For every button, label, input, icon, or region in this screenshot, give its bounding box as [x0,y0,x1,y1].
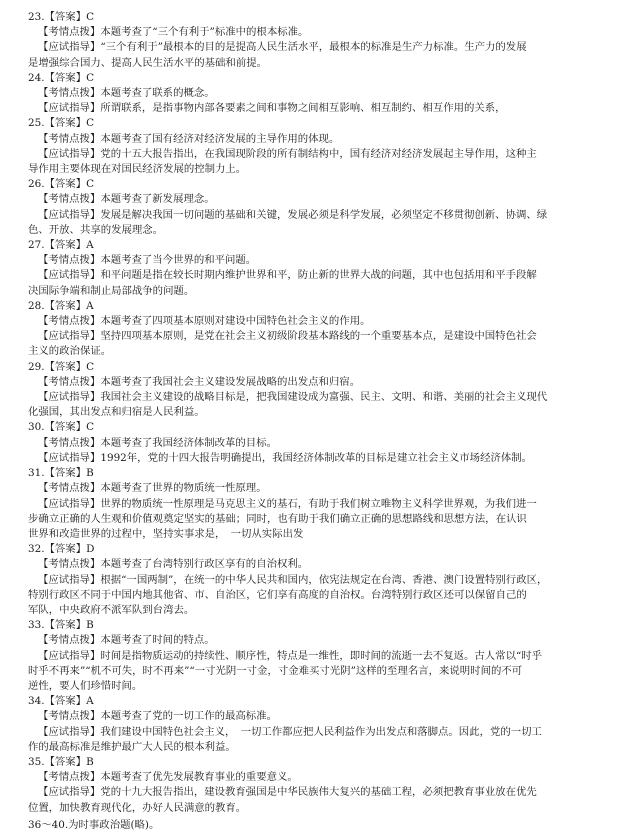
question-32 [28,542,596,618]
answer-label: 【答案】B [44,467,94,480]
explanation-line: 【考情点拨】本题考查了联系的概念。 [38,87,215,100]
footer-note: 36～40.为时事政治题(略)。 [28,818,160,831]
explanation-line: 【应试指导】坚持四项基本原则，是党在社会主义初级阶段基本路线的一个重要基本点，是建设中国特色社会 [38,330,537,343]
explanation-line: 【考情点拨】本题考查了优先发展教育事业的重要意义。 [38,771,298,784]
question-number: 30. [28,421,45,434]
explanation-line: 【应试指导】和平问题是指在较长时期内维护世界和平，防止新的世界大战的问题，其中也包括用和平手段解 [38,269,537,282]
explanation-continuation: 化强国，其出发点和归宿是人民利益。 [28,406,205,419]
explanation-line: 【考情点拨】本题考查了新发展理念。 [38,193,215,206]
explanation-line: 【应试指导】我们建设中国特色社会主义， 一切工作都应把人民利益作为出发点和落脚点。因此，党的一切工 [38,725,542,738]
explanation-continuation: 位置，加快教育现代化，办好人民满意的教育。 [28,801,247,814]
answer-label: 【答案】C [44,178,95,191]
explanation-line: 【应试指导】发展是解决我国一切问题的基础和关键，发展必须是科学发展，必须坚定不移贯彻创新、协调、绿 [38,208,548,221]
explanation-line: 【考情点拨】本题考查了时间的特点。 [38,634,215,647]
question-35 [28,755,596,816]
answer-label: 【答案】C [44,117,95,130]
question-30 [28,420,596,466]
answer-row [28,466,596,481]
explanation-line: 【应试指导】我国社会主义建设的战略目标是，把我国建设成为富强、民主、文明、和谐、美丽的社会主义现代 [38,391,548,404]
answer-row [28,238,596,253]
explanation-continuation: 军队，中央政府不派军队到台湾去。 [28,603,195,616]
explanation-line: 【考情点拨】本题考查了我国经济体制改革的目标。 [38,436,277,449]
explanation-continuation: 步确立正确的人生观和价值观奠定坚实的基础；同时，也有助于我们确立正确的思想路线和思想方法，在认识 [28,512,527,525]
explanation-continuation: 决国际争端和制止局部战争的问题。 [28,284,195,297]
explanation-line: 【考情点拨】本题考查了国有经济对经济发展的主导作用的体现。 [38,132,340,145]
question-29 [28,360,596,421]
question-24 [28,71,596,117]
question-23 [28,10,596,71]
answer-label: 【答案】A [44,695,94,708]
question-26 [28,177,596,238]
explanation-line: 【应试指导】世界的物质统一性原理是马克思主义的基石，有助于我们树立唯物主义科学世界观，为我们进一 [38,497,537,510]
question-34 [28,694,596,755]
question-number: 34. [28,695,45,708]
answer-label: 【答案】A [44,239,94,252]
answer-label: 【答案】C [44,71,95,84]
answer-row [28,360,596,375]
answer-row [28,542,596,557]
explanation-line: 【应试指导】党的十五大报告指出，在我国现阶段的所有制结构中，国有经济对经济发展起主导作用，这种主 [38,147,537,160]
explanation-line: 【考情点拨】本题考查了“三个有利于”标准中的根本标准。 [38,26,309,39]
answer-row [28,10,596,25]
answer-label: 【答案】C [44,360,95,373]
question-number: 25. [28,117,45,130]
explanation-continuation: 是增强综合国力、提高人民生活水平的基础和前提。 [28,56,267,69]
explanation-line: 【应试指导】“三个有利于”最根本的目的是提高人民生活水平，最根本的标准是生产力标准。生产力的发展 [38,41,527,54]
explanation-continuation: 时乎不再来”“机不可失，时不再来”“一寸光阴一寸金，寸金难买寸光阴”这样的至理名言，来说明时间的不可 [28,664,523,677]
question-number: 29. [28,360,45,373]
answer-row [28,618,596,633]
question-number: 26. [28,178,45,191]
explanation-line: 【应试指导】1992年，党的十四大报告明确提出，我国经济体制改革的目标是建立社会主义市场经济体制。 [38,451,533,464]
question-number: 31. [28,467,45,480]
answer-row [28,694,596,709]
question-number: 23. [28,11,45,23]
explanation-line: 【考情点拨】本题考查了四项基本原则对建设中国特色社会主义的作用。 [38,315,371,328]
explanation-line: 【应试指导】根据“一国两制”，在统一的中华人民共和国内，依宪法规定在台湾、香港、澳门设置特别行政区， [38,573,548,586]
question-number: 33. [28,619,45,632]
answer-label: 【答案】B [44,619,94,632]
explanation-continuation: 世界和改造世界的过程中，坚持实事求是， 一切从实际出发 [28,527,304,540]
answer-document [28,10,596,833]
answer-label: 【答案】D [44,543,95,556]
explanation-continuation: 导作用主要体现在对国民经济发展的控制力上。 [28,163,247,176]
question-25 [28,116,596,177]
answer-row [28,299,596,314]
question-number: 28. [28,299,45,312]
answer-label: 【答案】A [44,299,94,312]
explanation-line: 【考情点拨】本题考查了我国社会主义建设发展战略的出发点和归宿。 [38,375,361,388]
explanation-line: 【应试指导】所谓联系，是指事物内部各要素之间和事物之间相互影响、相互制约、相互作用的关系， [38,102,506,115]
explanation-continuation: 特别行政区不同于中国内地其他省、市、自治区，它们享有高度的自治权。台湾特别行政区还可以保留自己的 [28,588,527,601]
explanation-continuation: 逆性，要人们珍惜时间。 [28,679,143,692]
question-number: 27. [28,239,45,252]
answer-label: 【答案】C [44,11,95,23]
answer-row [28,755,596,770]
explanation-continuation: 色、开放、共享的发展理念。 [28,223,164,236]
explanation-line: 【考情点拨】本题考查了当今世界的和平问题。 [38,254,257,267]
answer-row [28,420,596,435]
explanation-line: 【考情点拨】本题考查了党的一切工作的最高标准。 [38,710,277,723]
explanation-line: 【考情点拨】本题考查了世界的物质统一性原理。 [38,482,267,495]
answer-row [28,71,596,86]
question-number: 32. [28,543,45,556]
explanation-line: 【考情点拨】本题考查了台湾特别行政区享有的自治权利。 [38,558,309,571]
question-33 [28,618,596,694]
explanation-continuation: 作的最高标准是维护最广大人民的根本利益。 [28,740,236,753]
answer-label: 【答案】C [44,421,95,434]
question-28 [28,299,596,360]
question-number: 24. [28,71,45,84]
answer-label: 【答案】B [44,755,94,768]
question-27 [28,238,596,299]
answer-row [28,177,596,192]
explanation-line: 【应试指导】党的十九大报告指出，建设教育强国是中华民族伟大复兴的基础工程，必须把教育事业放在优先 [38,786,537,799]
question-31 [28,466,596,542]
explanation-line: 【应试指导】时间是指物质运动的持续性、顺序性，特点是一维性，即时间的流逝一去不复返。古人常以“时乎 [38,649,543,662]
explanation-continuation: 主义的政治保证。 [28,345,112,358]
question-number: 35. [28,755,45,768]
answer-row [28,116,596,131]
